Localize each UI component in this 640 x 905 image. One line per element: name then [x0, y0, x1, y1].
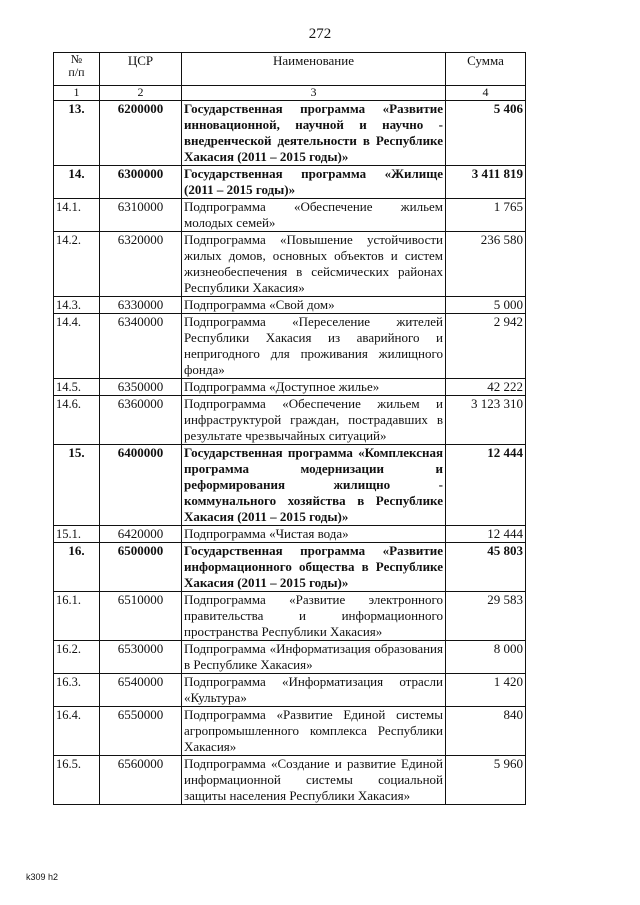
column-index-row — [54, 86, 526, 101]
row-sum: 5 406 — [446, 101, 526, 166]
row-name: Подпрограмма «Развитие электронного правительства и информационного пространства Республики Хакасия» — [182, 592, 446, 641]
row-csr-code: 6350000 — [100, 379, 182, 396]
subprogram-row — [54, 314, 526, 379]
page-number: 272 — [308, 26, 332, 42]
subprogram-row — [54, 396, 526, 445]
header-csr: ЦСР — [100, 53, 182, 86]
row-number: 16. — [54, 543, 100, 592]
row-number: 14.2. — [54, 232, 100, 297]
row-csr-code: 6320000 — [100, 232, 182, 297]
row-sum: 1 765 — [446, 199, 526, 232]
subprogram-row — [54, 199, 526, 232]
row-sum: 12 444 — [446, 445, 526, 526]
row-sum: 42 222 — [446, 379, 526, 396]
row-name: Подпрограмма «Обеспечение жильем и инфраструктурой граждан, пострадавших в результате чрезвычайных ситуаций» — [182, 396, 446, 445]
subprogram-row — [54, 641, 526, 674]
row-name: Подпрограмма «Информатизация отрасли «Культура» — [182, 674, 446, 707]
table-header-row — [54, 53, 526, 86]
row-name: Подпрограмма «Повышение устойчивости жилых домов, основных объектов и систем жизнеобеспечения в сейсмических районах Республики Хакасия» — [182, 232, 446, 297]
row-sum: 3 123 310 — [446, 396, 526, 445]
footer-code: k309 h2 — [26, 872, 59, 882]
row-name: Подпрограмма «Создание и развитие Единой информационной системы социальной защиты населения Республики Хакасия» — [182, 756, 446, 805]
row-sum: 5 960 — [446, 756, 526, 805]
row-number: 14.5. — [54, 379, 100, 396]
row-name: Подпрограмма «Информатизация образования в Республике Хакасия» — [182, 641, 446, 674]
program-row — [54, 101, 526, 166]
row-number: 15.1. — [54, 526, 100, 543]
subprogram-row — [54, 297, 526, 314]
row-sum: 2 942 — [446, 314, 526, 379]
row-number: 14.3. — [54, 297, 100, 314]
row-sum: 5 000 — [446, 297, 526, 314]
row-name: Государственная программа «Жилище (2011 – 2015 годы)» — [182, 166, 446, 199]
row-csr-code: 6310000 — [100, 199, 182, 232]
row-sum: 3 411 819 — [446, 166, 526, 199]
subprogram-row — [54, 756, 526, 805]
row-sum: 8 000 — [446, 641, 526, 674]
row-sum: 45 803 — [446, 543, 526, 592]
program-row — [54, 543, 526, 592]
row-sum: 840 — [446, 707, 526, 756]
row-number: 15. — [54, 445, 100, 526]
column-index-2: 2 — [100, 86, 182, 101]
row-name: Государственная программа «Комплексная программа модернизации и реформирования жилищно - коммунального хозяйства в Республике Хакасия (2011 – 2015 годы)» — [182, 445, 446, 526]
row-name: Подпрограмма «Свой дом» — [182, 297, 446, 314]
row-csr-code: 6300000 — [100, 166, 182, 199]
row-csr-code: 6500000 — [100, 543, 182, 592]
row-sum: 29 583 — [446, 592, 526, 641]
row-name: Подпрограмма «Переселение жителей Республики Хакасия из аварийного и непригодного для проживания жилищного фонда» — [182, 314, 446, 379]
column-index-1: 1 — [54, 86, 100, 101]
subprogram-row — [54, 379, 526, 396]
column-index-4: 4 — [446, 86, 526, 101]
row-csr-code: 6330000 — [100, 297, 182, 314]
header-name: Наименование — [182, 53, 446, 86]
row-number: 14. — [54, 166, 100, 199]
table-body — [54, 101, 526, 805]
row-name: Подпрограмма «Доступное жилье» — [182, 379, 446, 396]
program-row — [54, 166, 526, 199]
row-name: Подпрограмма «Развитие Единой системы агропромышленного комплекса Республики Хакасия» — [182, 707, 446, 756]
row-number: 14.1. — [54, 199, 100, 232]
budget-table — [53, 52, 526, 805]
row-csr-code: 6560000 — [100, 756, 182, 805]
row-number: 14.6. — [54, 396, 100, 445]
row-sum: 1 420 — [446, 674, 526, 707]
header-sum: Сумма — [446, 53, 526, 86]
subprogram-row — [54, 674, 526, 707]
row-number: 16.5. — [54, 756, 100, 805]
row-number: 16.1. — [54, 592, 100, 641]
row-name: Подпрограмма «Чистая вода» — [182, 526, 446, 543]
row-sum: 12 444 — [446, 526, 526, 543]
column-index-3: 3 — [182, 86, 446, 101]
row-name: Государственная программа «Развитие информационного общества в Республике Хакасия (2011 – 2015 годы)» — [182, 543, 446, 592]
row-number: 13. — [54, 101, 100, 166]
row-csr-code: 6540000 — [100, 674, 182, 707]
row-sum: 236 580 — [446, 232, 526, 297]
row-number: 16.2. — [54, 641, 100, 674]
row-csr-code: 6200000 — [100, 101, 182, 166]
row-number: 14.4. — [54, 314, 100, 379]
row-csr-code: 6550000 — [100, 707, 182, 756]
row-csr-code: 6400000 — [100, 445, 182, 526]
row-csr-code: 6340000 — [100, 314, 182, 379]
subprogram-row — [54, 707, 526, 756]
subprogram-row — [54, 526, 526, 543]
row-name: Подпрограмма «Обеспечение жильем молодых семей» — [182, 199, 446, 232]
subprogram-row — [54, 592, 526, 641]
row-number: 16.4. — [54, 707, 100, 756]
header-number: № п/п — [54, 53, 100, 86]
subprogram-row — [54, 232, 526, 297]
row-csr-code: 6510000 — [100, 592, 182, 641]
program-row — [54, 445, 526, 526]
row-number: 16.3. — [54, 674, 100, 707]
row-csr-code: 6420000 — [100, 526, 182, 543]
row-name: Государственная программа «Развитие инновационной, научной и научно - внедренческой деятельности в Республике Хакасия (2011 – 2015 годы)» — [182, 101, 446, 166]
row-csr-code: 6530000 — [100, 641, 182, 674]
row-csr-code: 6360000 — [100, 396, 182, 445]
